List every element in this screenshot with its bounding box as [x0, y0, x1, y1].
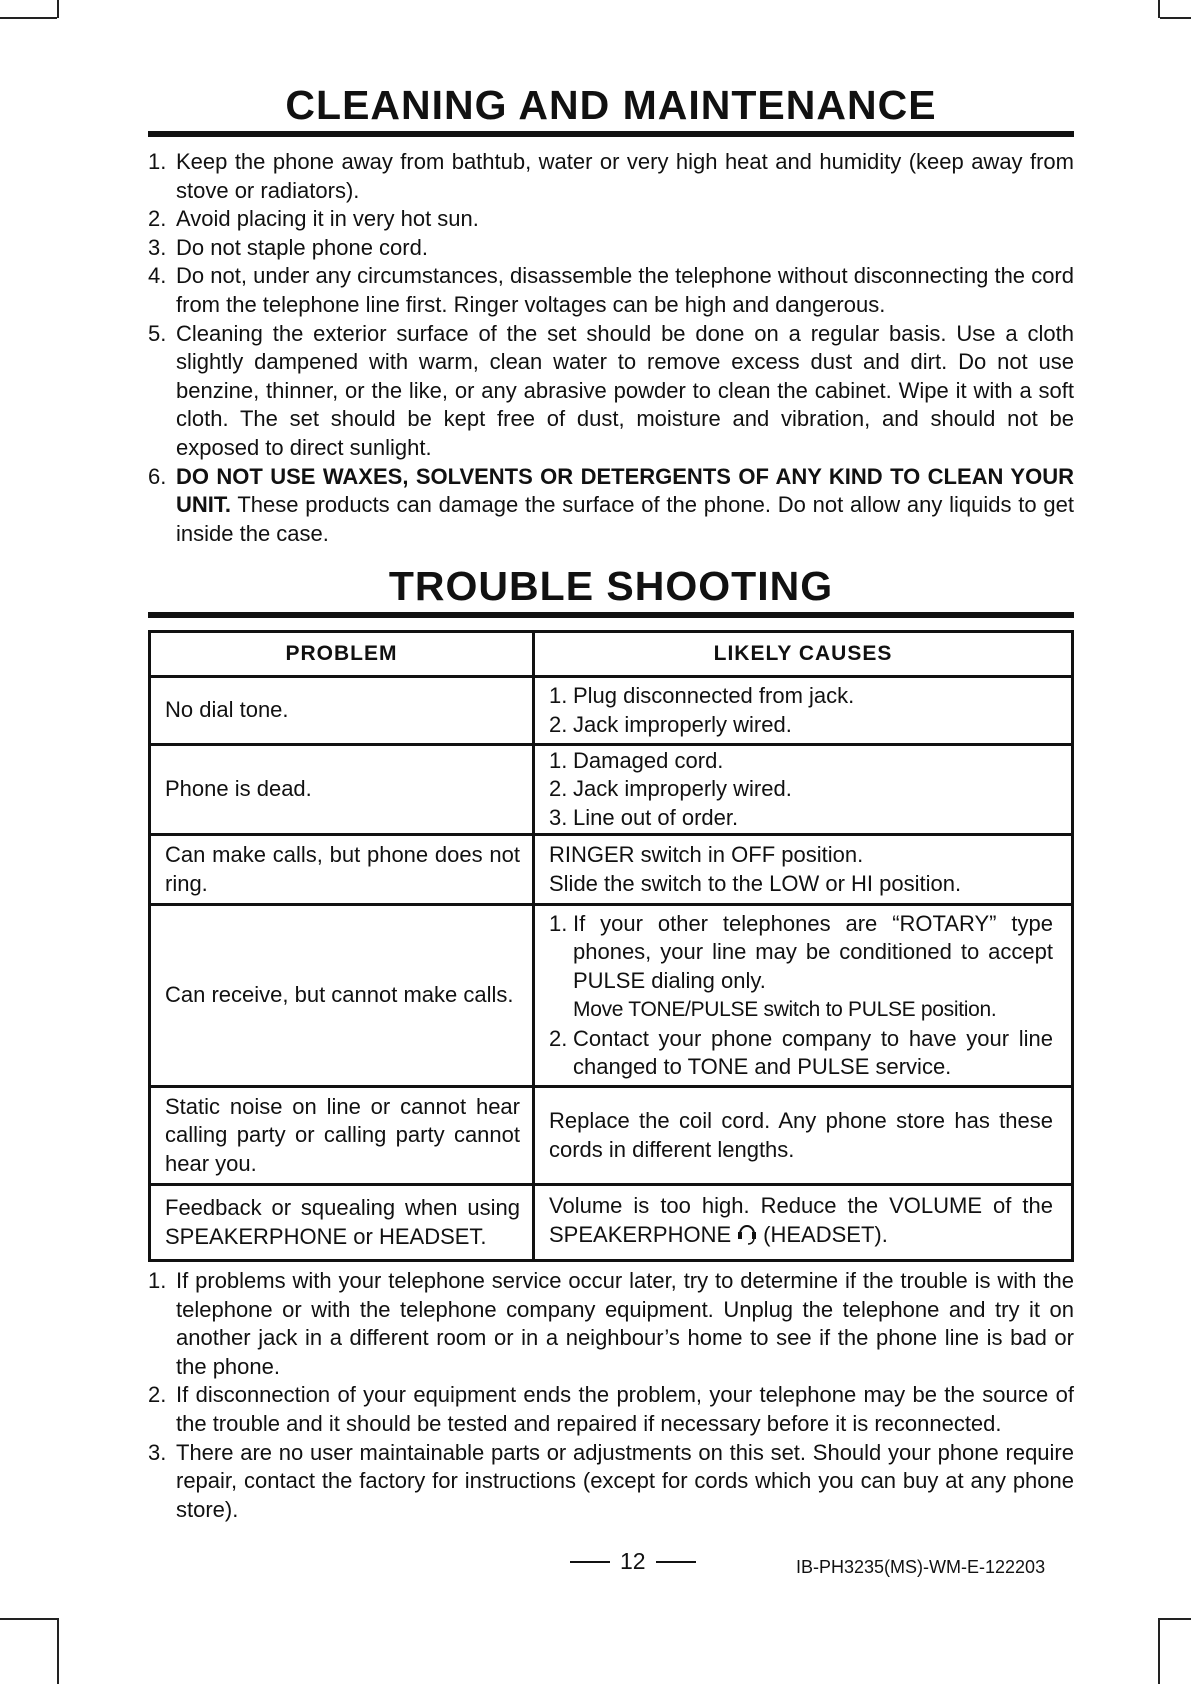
causes-cell: 1. Damaged cord. 2. Jack improperly wired. 3. Line out of order.: [534, 745, 1073, 835]
column-header-problem: PROBLEM: [150, 632, 534, 677]
table-row: [150, 835, 1073, 905]
table-row: [150, 1087, 1073, 1185]
causes-cell: 1. Plug disconnected from jack. 2. Jack improperly wired.: [534, 677, 1073, 745]
list-item-text: There are no user maintainable parts or adjustments on this set. Should your phone require repair, contact the factory for instructions (except for cords which you can buy at any phone store).: [176, 1439, 1074, 1522]
table-row: [150, 745, 1073, 835]
cause-text: Plug disconnected from jack.: [573, 683, 855, 708]
cause-instruction: Move TONE/PULSE switch to PULSE position.: [573, 998, 997, 1021]
problem-cell: Phone is dead.: [150, 745, 534, 835]
cause-text: Jack improperly wired.: [573, 711, 792, 737]
list-item-text: Do not, under any circumstances, disassemble the telephone without disconnecting the cord from the telephone line first. Ringer voltages can be high and dangerous.: [176, 263, 1074, 317]
column-header-likely-causes: LIKELY CAUSES: [534, 632, 1073, 677]
causes-cell: [534, 835, 1073, 905]
warning-text: DO NOT USE WAXES, SOLVENTS OR DETERGENTS OF ANY KIND TO CLEAN YOUR UNIT.: [176, 463, 1074, 518]
cause-text: Volume is too high. Reduce the VOLUME of the SPEAKERPHONE: [549, 1192, 1053, 1247]
list-item: 1. If problems with your telephone service occur later, try to determine if the trouble is with the telephone or with the telephone company equipment. Unplug the telephone and try it on another jack in a different room or in a neighbour’s home to see if the phone line is bad or the phone.: [148, 1268, 1074, 1379]
page-number: [560, 1548, 706, 1575]
table-row: [150, 677, 1073, 745]
list-item-text: Avoid placing it in very hot sun.: [176, 206, 479, 232]
list-item-text: Do not staple phone cord.: [176, 234, 428, 260]
troubleshooting-table: [148, 630, 1074, 1262]
cause-text: Damaged cord.: [573, 747, 724, 773]
list-item-text: Cleaning the exterior surface of the set should be done on a regular basis. Use a cloth slightly dampened with warm, clean water to remove excess dust and dirt. Do not use benzine, thinner, or the like, or any abrasive powder to clean the cabinet. Wipe it with a soft cloth. The set should be kept free of dust, moisture and vibration, and should not be exposed to direct sunlight.: [176, 320, 1074, 460]
crop-mark-top-right: [1160, 17, 1191, 19]
crop-mark-bottom-left-vertical: [57, 1618, 59, 1684]
list-item: 2. Avoid placing it in very hot sun.: [148, 206, 479, 232]
crop-mark-top-left: [0, 17, 57, 19]
cause-text: If your other telephones are “ROTARY” type phones, your line may be conditioned to accept PULSE dialing only.: [573, 910, 1053, 993]
crop-mark-bottom-left: [0, 1618, 57, 1620]
table-header-row: [150, 632, 1073, 677]
cause-text-end: (HEADSET).: [763, 1222, 888, 1247]
page-number-text: 12: [620, 1548, 646, 1574]
causes-cell: [534, 1185, 1073, 1261]
list-item: 1. Keep the phone away from bathtub, water or very high heat and humidity (keep away from stove or radiators).: [148, 149, 1074, 203]
troubleshooting-title: TROUBLE SHOOTING: [388, 563, 834, 609]
problem-cell: Feedback or squealing when using SPEAKERPHONE or HEADSET.: [150, 1185, 534, 1261]
crop-mark-top-right-vertical: [1158, 0, 1160, 18]
problem-cell: Can make calls, but phone does not ring.: [150, 835, 534, 905]
crop-mark-bottom-right: [1160, 1618, 1191, 1620]
crop-mark-top-left-vertical: [57, 0, 59, 18]
list-item-text: If disconnection of your equipment ends the problem, your telephone may be the source of the trouble and it should be tested and repaired if necessary before it is reconnected.: [176, 1382, 1074, 1436]
problem-cell: Static noise on line or cannot hear calling party or calling party cannot hear you.: [150, 1087, 534, 1185]
headset-icon: [737, 1220, 757, 1254]
cause-text: Contact your phone company to have your line changed to TONE and PULSE service.: [573, 1025, 1053, 1079]
cause-text: Jack improperly wired.: [573, 776, 792, 802]
troubleshooting-title-rule: [148, 612, 1074, 618]
list-item: 2. If disconnection of your equipment ends the problem, your telephone may be the source of the trouble and it should be tested and repaired if necessary before it is reconnected.: [148, 1382, 1074, 1436]
list-item: 4. Do not, under any circumstances, disassemble the telephone without disconnecting the cord from the telephone line first. Ringer voltages can be high and dangerous.: [148, 263, 1074, 317]
list-item-text: Keep the phone away from bathtub, water or very high heat and humidity (keep away from stove or radiators).: [176, 149, 1074, 203]
crop-mark-bottom-right-vertical: [1158, 1618, 1160, 1684]
list-item-text: These products can damage the surface of the phone. Do not allow any liquids to get inside the case.: [176, 492, 1074, 546]
page-number-dash-left: [570, 1561, 610, 1563]
list-item: 6. DO NOT USE WAXES, SOLVENTS OR DETERGENTS OF ANY KIND TO CLEAN YOUR UNIT. These products can damage the surface of the phone. Do not allow any liquids to get inside the case.: [148, 463, 1074, 546]
page-number-dash-right: [656, 1561, 696, 1563]
list-item: 3. There are no user maintainable parts or adjustments on this set. Should your phone require repair, contact the factory for instructions (except for cords which you can buy at any phone store).: [148, 1439, 1074, 1522]
cleaning-title: CLEANING AND MAINTENANCE: [285, 82, 937, 128]
list-item: 5. Cleaning the exterior surface of the set should be done on a regular basis. Use a cloth slightly dampened with warm, clean water to remove excess dust and dirt. Do not use benzine, thinner, or the like, or any abrasive powder to clean the cabinet. Wipe it with a soft cloth. The set should be kept free of dust, moisture and vibration, and should not be exposed to direct sunlight.: [148, 320, 1074, 460]
problem-cell: No dial tone.: [150, 677, 534, 745]
cleaning-list: [148, 148, 1074, 548]
list-item: 3. Do not staple phone cord.: [148, 234, 428, 260]
list-item-text: If problems with your telephone service occur later, try to determine if the trouble is with the telephone or with the telephone company equipment. Unplug the telephone and try it on another jack in a different room or in a neighbour’s home to see if the phone line is bad or the phone.: [176, 1268, 1074, 1379]
cleaning-title-rule: [148, 131, 1074, 137]
table-row: [150, 905, 1073, 1087]
document-id: IB-PH3235(MS)-WM-E-122203: [796, 1557, 1046, 1577]
table-row: [150, 1185, 1073, 1261]
cause-text: Line out of order.: [573, 804, 739, 830]
causes-cell: 1. If your other telephones are “ROTARY” type phones, your line may be conditioned to accept PULSE dialing only. Move TONE/PULSE switch to PULSE position. 2. Contact your phone company to have your line changed to TONE and PULSE service.: [534, 905, 1073, 1087]
problem-cell: Can receive, but cannot make calls.: [150, 905, 534, 1087]
cause-text: RINGER switch in OFF position.: [549, 842, 864, 867]
causes-cell: Replace the coil cord. Any phone store has these cords in different lengths.: [534, 1087, 1073, 1185]
cause-text: Slide the switch to the LOW or HI position.: [549, 870, 962, 896]
notes-list: [148, 1267, 1074, 1524]
